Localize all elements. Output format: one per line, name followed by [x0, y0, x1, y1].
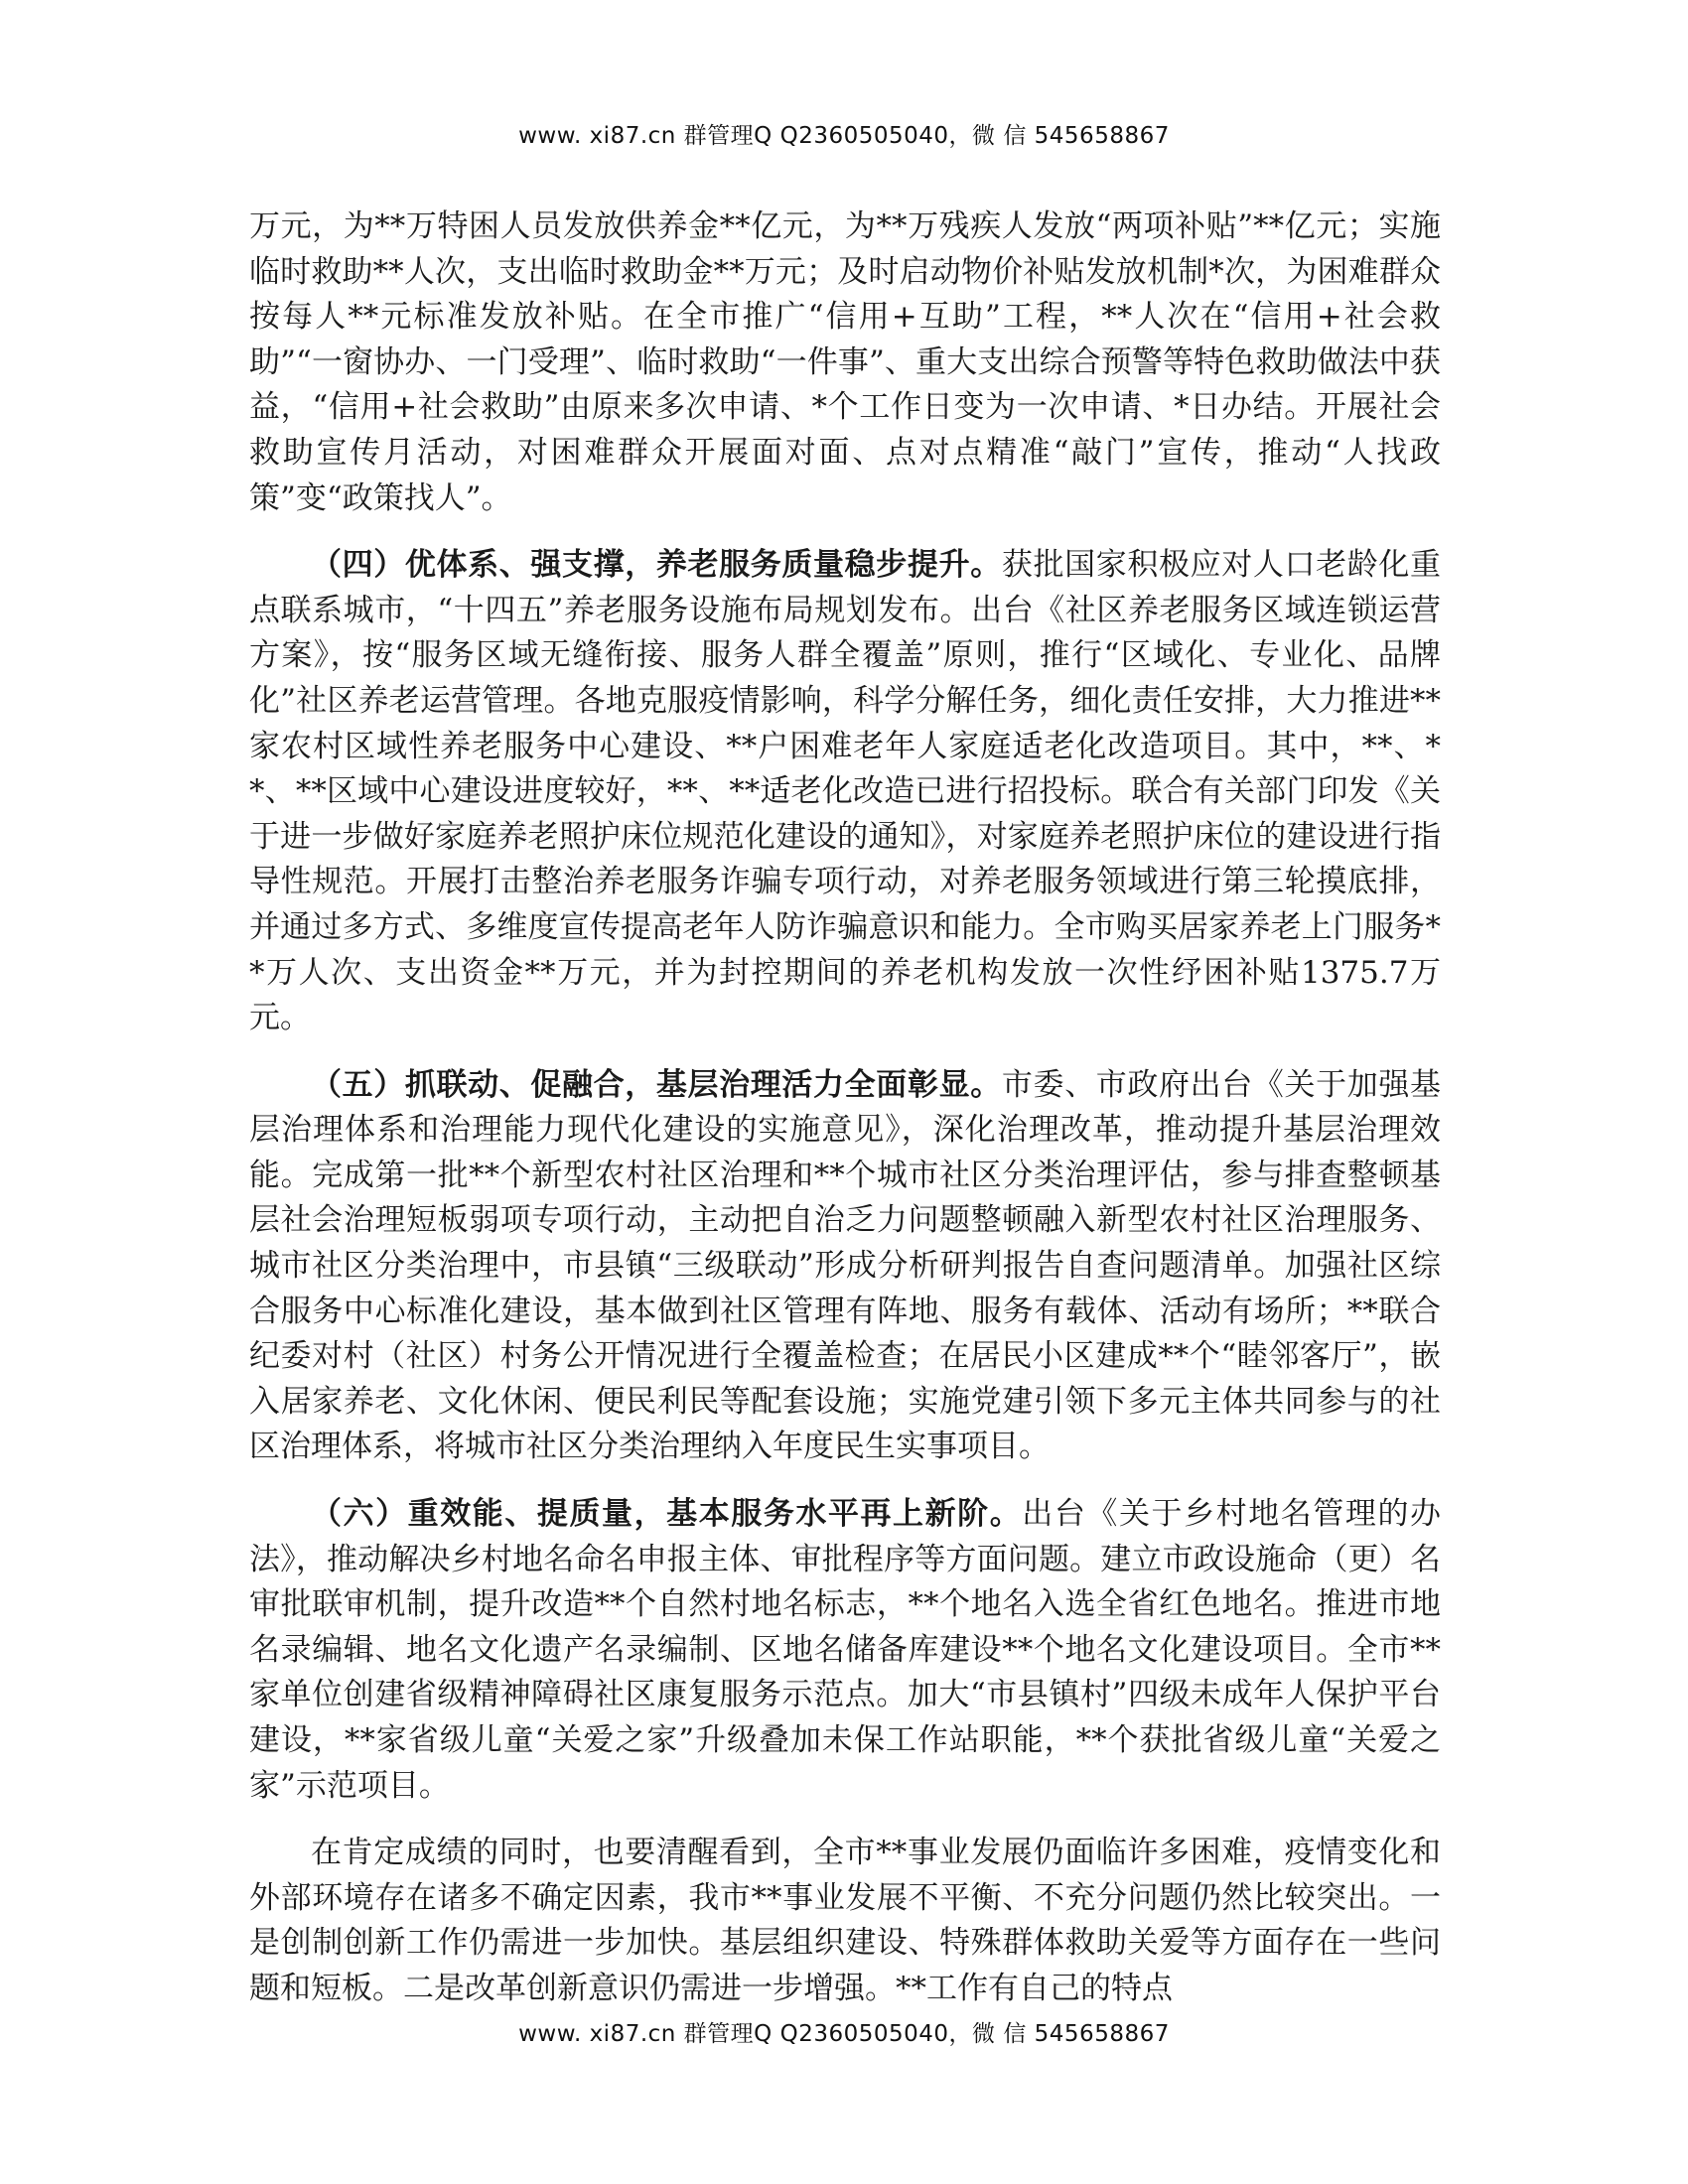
page-footer: www. xi87.cn 群管理Q Q2360505040，微 信 545658867	[518, 2021, 1170, 2047]
paragraph-grassroots-governance	[249, 1063, 1441, 1470]
paragraph-body: 市委、市政府出台《关于加强基层治理体系和治理能力现代化建设的实施意见》，深化治理改革，推动提升基层治理效能。完成第一批**个新型农村社区治理和**个城市社区分类治理评估，参与排查整顿基层社会治理短板弱项专项行动，主动把自治乏力问题整顿融入新型农村社区治理服务、城市社区分类治理中，市县镇“三级联动”形成分析研判报告自查问题清单。加强社区综合服务中心标准化建设，基本做到社区管理有阵地、服务有载体、活动有场所；**联合纪委对村（社区）村务公开情况进行全覆盖检查；在居民小区建成**个“睦邻客厅”，嵌入居家养老、文化休闲、便民利民等配套设施；实施党建引领下多元主体共同参与的社区治理体系，将城市社区分类治理纳入年度民生实事项目。	[249, 1066, 1441, 1465]
paragraph-challenges	[249, 1831, 1441, 2011]
paragraph-body: 出台《关于乡村地名管理的办法》，推动解决乡村地名命名申报主体、审批程序等方面问题。建立市政设施命（更）名审批联审机制，提升改造**个自然村地名标志，**个地名入选全省红色地名。推进市地名录编辑、地名文化遗产名录编制、区地名储备库建设**个地名文化建设项目。全市**家单位创建省级精神障碍社区康复服务示范点。加大“市县镇村”四级未成年人保护平台建设，**家省级儿童“关爱之家”升级叠加未保工作站职能，**个获批省级儿童“关爱之家”示范项目。	[249, 1496, 1442, 1804]
section-title-elderly-care: （四）优体系、强支撑，养老服务质量稳步提升。	[311, 547, 1002, 584]
paragraph-basic-services	[249, 1492, 1441, 1809]
section-title-basic-services: （六）重效能、提质量，基本服务水平再上新阶。	[311, 1496, 1023, 1533]
section-title-grassroots-governance: （五）抓联动、促融合，基层治理活力全面彰显。	[311, 1066, 1002, 1103]
paragraph-body: 在肯定成绩的同时，也要清醒看到，全市**事业发展仍面临许多困难，疫情变化和外部环境存在诸多不确定因素，我市**事业发展不平衡、不充分问题仍然比较突出。一是创制创新工作仍需进一步加快。基层组织建设、特殊群体救助关爱等方面存在一些问题和短板。二是改革创新意识仍需进一步增强。**工作有自己的特点	[249, 1835, 1441, 2006]
paragraph-social-assistance	[249, 205, 1441, 521]
paragraph-elderly-care	[249, 543, 1441, 1041]
page-header: www. xi87.cn 群管理Q Q2360505040，微 信 545658867	[518, 123, 1170, 149]
paragraph-body: 万元，为**万特困人员发放供养金**亿元，为**万残疾人发放“两项补贴”**亿元；实施临时救助**人次，支出临时救助金**万元；及时启动物价补贴发放机制*次，为困难群众按每人**元标准发放补贴。在全市推广“信用+互助”工程，**人次在“信用+社会救助”“一窗协办、一门受理”、临时救助“一件事”、重大支出综合预警等特色救助做法中获益，“信用+社会救助”由原来多次申请、*个工作日变为一次申请、*日办结。开展社会救助宣传月活动，对困难群众开展面对面、点对点精准“敲门”宣传，推动“人找政策”变“政策找人”。	[249, 208, 1441, 516]
document-body	[249, 205, 1441, 2034]
paragraph-body: 获批国家积极应对人口老龄化重点联系城市，“十四五”养老服务设施布局规划发布。出台《社区养老服务区域连锁运营方案》，按“服务区域无缝衔接、服务人群全覆盖”原则，推行“区域化、专业化、品牌化”社区养老运营管理。各地克服疫情影响，科学分解任务，细化责任安排，大力推进**家农村区域性养老服务中心建设、**户困难老年人家庭适老化改造项目。其中，**、**、**区域中心建设进度较好，**、**适老化改造已进行招投标。联合有关部门印发《关于进一步做好家庭养老照护床位规范化建设的通知》，对家庭养老照护床位的建设进行指导性规范。开展打击整治养老服务诈骗专项行动，对养老服务领域进行第三轮摸底排，并通过多方式、多维度宣传提高老年人防诈骗意识和能力。全市购买居家养老上门服务**万人次、支出资金**万元，并为封控期间的养老机构发放一次性纾困补贴1375.7万元。	[249, 547, 1441, 1036]
